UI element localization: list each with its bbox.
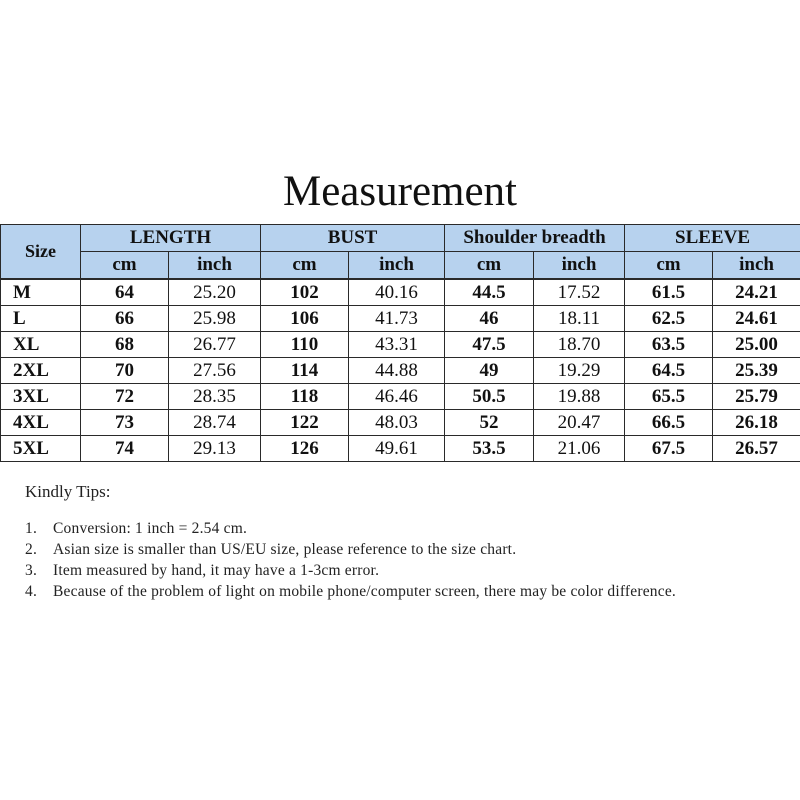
table-row — [1, 384, 800, 410]
size-column-header: Size — [1, 225, 81, 280]
measurement-cell: 106 — [261, 306, 349, 332]
tip-item — [25, 539, 775, 560]
table-row — [1, 306, 800, 332]
kindly-tips — [25, 482, 775, 602]
size-chart-table — [0, 224, 800, 462]
size-rows — [1, 279, 800, 462]
measurement-cell: 18.11 — [534, 306, 625, 332]
measurement-cell: 68 — [81, 332, 169, 358]
measurement-cell: 44.88 — [349, 358, 445, 384]
measurement-cell: 61.5 — [625, 279, 713, 306]
measurement-cell: 40.16 — [349, 279, 445, 306]
measurement-cell: 126 — [261, 436, 349, 462]
tip-number: 1. — [25, 520, 38, 537]
measurement-cell: 25.00 — [713, 332, 800, 358]
measurement-cell: 27.56 — [169, 358, 261, 384]
table-row — [1, 358, 800, 384]
measurement-cell: 25.39 — [713, 358, 800, 384]
table-row — [1, 332, 800, 358]
tips-list — [25, 518, 775, 602]
measurement-cell: 18.70 — [534, 332, 625, 358]
measurement-cell: 21.06 — [534, 436, 625, 462]
tips-heading: Kindly Tips: — [25, 482, 111, 501]
measurement-cell: 64 — [81, 279, 169, 306]
tip-number: 3. — [25, 562, 38, 579]
size-label: XL — [1, 332, 81, 358]
tip-number: 4. — [25, 583, 38, 600]
measurement-cell: 46.46 — [349, 384, 445, 410]
measurement-cell: 19.29 — [534, 358, 625, 384]
measurement-cell: 62.5 — [625, 306, 713, 332]
measurement-cell: 25.20 — [169, 279, 261, 306]
unit-header: cm — [445, 252, 534, 280]
measurement-cell: 50.5 — [445, 384, 534, 410]
table-row — [1, 436, 800, 462]
unit-header: inch — [169, 252, 261, 280]
size-label: M — [1, 279, 81, 306]
table-row — [1, 410, 800, 436]
measurement-cell: 28.35 — [169, 384, 261, 410]
measurement-cell: 73 — [81, 410, 169, 436]
measurement-cell: 122 — [261, 410, 349, 436]
length-group-header: LENGTH — [81, 225, 261, 252]
measurement-cell: 118 — [261, 384, 349, 410]
unit-header: inch — [713, 252, 800, 280]
measurement-cell: 52 — [445, 410, 534, 436]
measurement-cell: 46 — [445, 306, 534, 332]
measurement-cell: 25.79 — [713, 384, 800, 410]
unit-header: cm — [261, 252, 349, 280]
measurement-cell: 110 — [261, 332, 349, 358]
measurement-cell: 29.13 — [169, 436, 261, 462]
size-label: 4XL — [1, 410, 81, 436]
measurement-cell: 114 — [261, 358, 349, 384]
sleeve-group-header: SLEEVE — [625, 225, 800, 252]
measurement-cell: 102 — [261, 279, 349, 306]
unit-header: inch — [349, 252, 445, 280]
measurement-cell: 49 — [445, 358, 534, 384]
tip-text: Because of the problem of light on mobile phone/computer screen, there may be color difference. — [53, 583, 676, 600]
measurement-cell: 70 — [81, 358, 169, 384]
measurement-cell: 72 — [81, 384, 169, 410]
measurement-cell: 19.88 — [534, 384, 625, 410]
measurement-cell: 49.61 — [349, 436, 445, 462]
header-unit-row — [1, 252, 800, 280]
measurement-cell: 64.5 — [625, 358, 713, 384]
tip-item — [25, 581, 775, 602]
measurement-cell: 17.52 — [534, 279, 625, 306]
measurement-cell: 47.5 — [445, 332, 534, 358]
unit-header: cm — [625, 252, 713, 280]
measurement-cell: 26.18 — [713, 410, 800, 436]
tip-item — [25, 518, 775, 539]
shoulder-group-header: Shoulder breadth — [445, 225, 625, 252]
measurement-cell: 53.5 — [445, 436, 534, 462]
bust-group-header: BUST — [261, 225, 445, 252]
size-label: 2XL — [1, 358, 81, 384]
measurement-cell: 20.47 — [534, 410, 625, 436]
tip-number: 2. — [25, 541, 38, 558]
unit-header: cm — [81, 252, 169, 280]
tip-text: Asian size is smaller than US/EU size, please reference to the size chart. — [53, 541, 517, 558]
tip-text: Conversion: 1 inch = 2.54 cm. — [53, 520, 248, 537]
measurement-cell: 74 — [81, 436, 169, 462]
measurement-cell: 41.73 — [349, 306, 445, 332]
measurement-cell: 44.5 — [445, 279, 534, 306]
measurement-cell: 28.74 — [169, 410, 261, 436]
measurement-cell: 24.21 — [713, 279, 800, 306]
size-label: 3XL — [1, 384, 81, 410]
measurement-cell: 48.03 — [349, 410, 445, 436]
header-group-row — [1, 225, 800, 252]
tip-text: Item measured by hand, it may have a 1-3cm error. — [53, 562, 380, 579]
size-label: L — [1, 306, 81, 332]
measurement-cell: 63.5 — [625, 332, 713, 358]
measurement-cell: 26.77 — [169, 332, 261, 358]
measurement-cell: 24.61 — [713, 306, 800, 332]
measurement-cell: 25.98 — [169, 306, 261, 332]
unit-header: inch — [534, 252, 625, 280]
page-title: Measurement — [282, 168, 518, 215]
measurement-cell: 66 — [81, 306, 169, 332]
measurement-cell: 66.5 — [625, 410, 713, 436]
measurement-cell: 26.57 — [713, 436, 800, 462]
measurement-cell: 67.5 — [625, 436, 713, 462]
measurement-cell: 43.31 — [349, 332, 445, 358]
measurement-cell: 65.5 — [625, 384, 713, 410]
size-label: 5XL — [1, 436, 81, 462]
table-row — [1, 279, 800, 306]
tip-item — [25, 560, 775, 581]
